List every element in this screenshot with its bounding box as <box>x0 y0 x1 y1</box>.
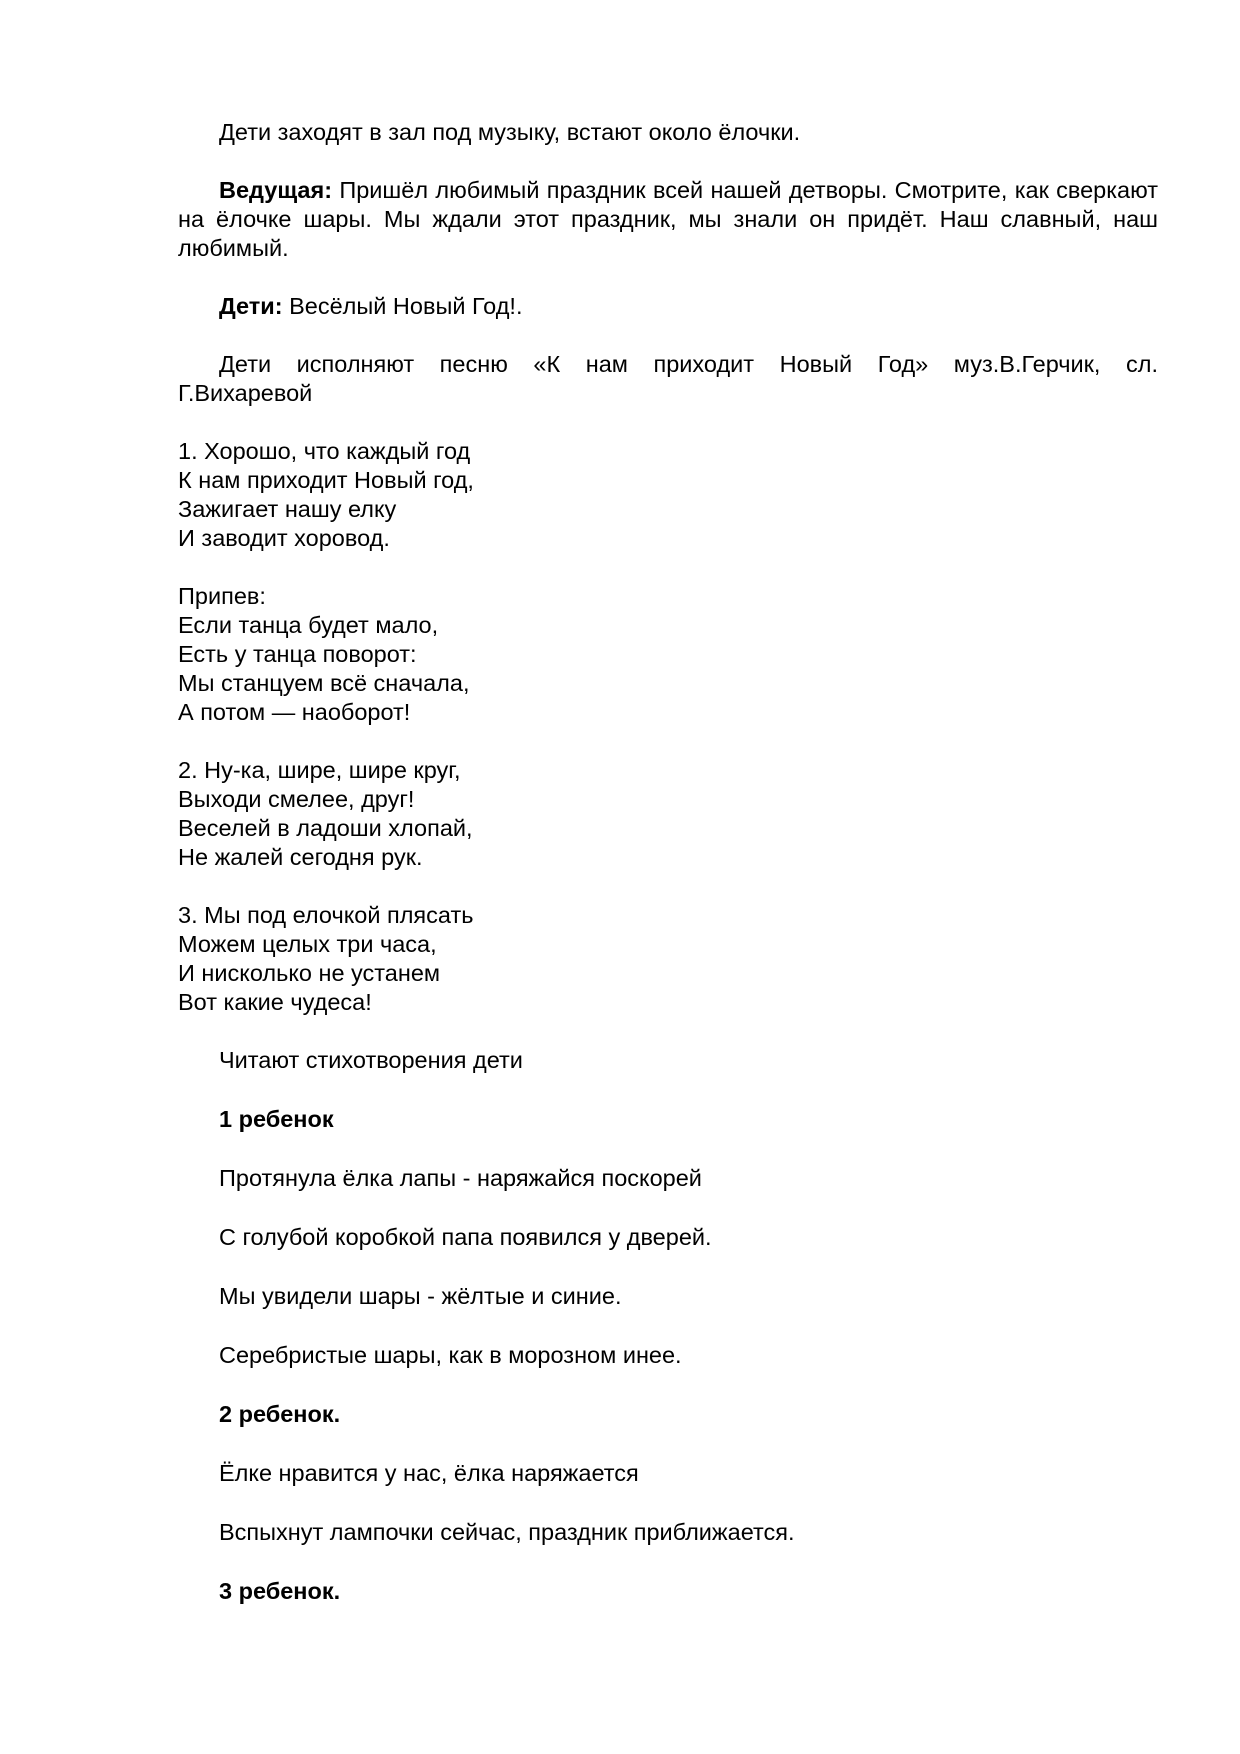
poem-line: Серебристые шары, как в морозном инее. <box>219 1342 682 1368</box>
verse-2 <box>178 756 1158 872</box>
child-2-heading: 2 ребенок. <box>219 1401 341 1427</box>
verse-line: А потом — наоборот! <box>178 699 411 725</box>
verse-line: Мы станцуем всё сначала, <box>178 670 470 696</box>
poem-line: Мы увидели шары - жёлтые и синие. <box>219 1283 622 1309</box>
verse-line: 2. Ну-ка, шире, шире круг, <box>178 757 461 783</box>
host-paragraph <box>178 176 1158 263</box>
poems-intro: Читают стихотворения дети <box>219 1047 523 1073</box>
children-text: Весёлый Новый Год!. <box>282 293 523 319</box>
verse-line: Зажигает нашу елку <box>178 496 397 522</box>
host-text: Пришёл любимый праздник всей нашей детворы. Смотрите, как сверкают на ёлочке шары. Мы ждали этот праздник, мы знали он придёт. Наш славный, наш любимый. <box>178 177 1158 261</box>
children-speaker: Дети: <box>219 293 283 319</box>
verse-line: К нам приходит Новый год, <box>178 467 474 493</box>
verse-line: 1. Хорошо, что каждый год <box>178 438 471 464</box>
children-paragraph <box>178 292 1158 321</box>
child-1-heading: 1 ребенок <box>219 1106 334 1132</box>
verse-line: Не жалей сегодня рук. <box>178 844 423 870</box>
poem-line: Вспыхнут лампочки сейчас, праздник приближается. <box>219 1519 795 1545</box>
verse-line: Если танца будет мало, <box>178 612 439 638</box>
poem-line: С голубой коробкой папа появился у дверей. <box>219 1224 712 1250</box>
poem-line: Протянула ёлка лапы - наряжайся поскорей <box>219 1165 702 1191</box>
poem-line: Ёлке нравится у нас, ёлка наряжается <box>219 1460 639 1486</box>
intro-paragraph: Дети заходят в зал под музыку, встают около ёлочки. <box>219 119 801 145</box>
verse-line: И нисколько не устанем <box>178 960 441 986</box>
verse-line: Можем целых три часа, <box>178 931 437 957</box>
verse-3 <box>178 901 1158 1017</box>
verse-line: Веселей в ладоши хлопай, <box>178 815 473 841</box>
verse-line: Есть у танца поворот: <box>178 641 417 667</box>
verse-line: 3. Мы под елочкой плясать <box>178 902 474 928</box>
host-speaker: Ведущая: <box>219 177 333 203</box>
chorus-label: Припев: <box>178 583 266 609</box>
verse-1 <box>178 437 1158 553</box>
verse-line: Вот какие чудеса! <box>178 989 372 1015</box>
verse-line: Выходи смелее, друг! <box>178 786 415 812</box>
chorus <box>178 582 1158 727</box>
verse-line: И заводит хоровод. <box>178 525 390 551</box>
document-body <box>178 118 1158 1606</box>
child-3-heading: 3 ребенок. <box>219 1578 341 1604</box>
song-intro-paragraph: Дети исполняют песню «К нам приходит Новый Год» муз.В.Герчик, сл. Г.Вихаревой <box>178 351 1158 406</box>
